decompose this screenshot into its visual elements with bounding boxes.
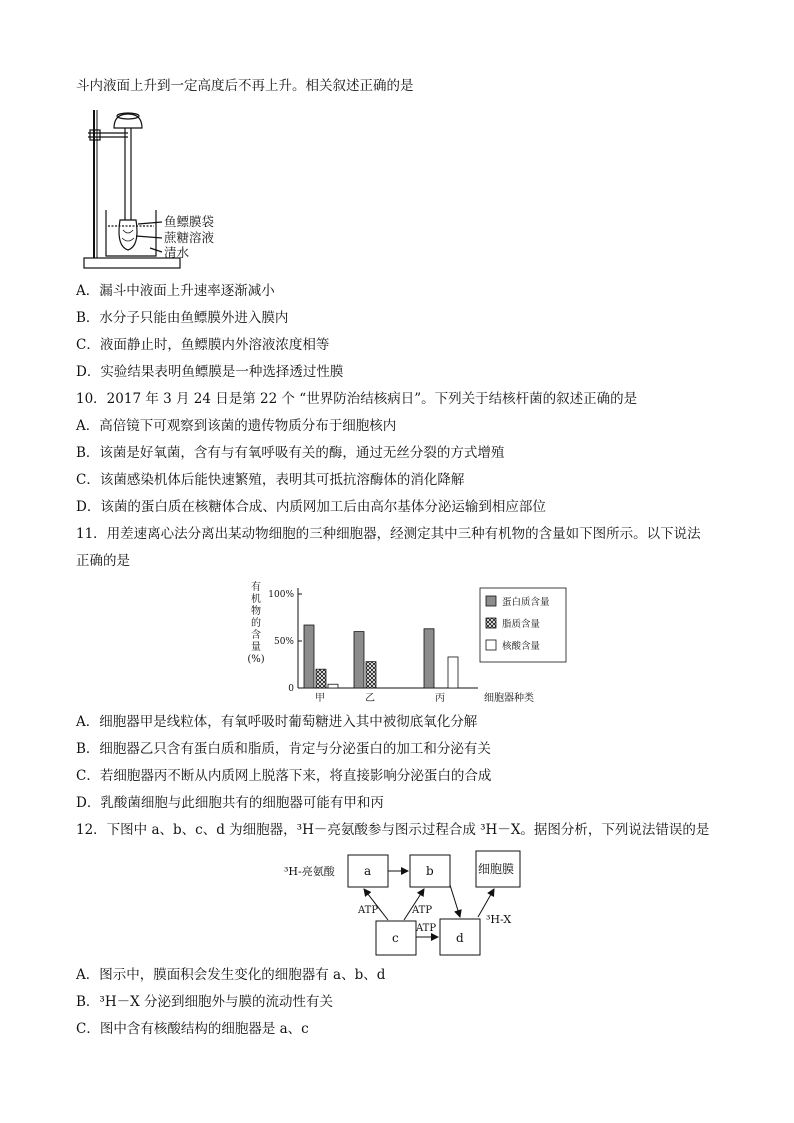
chart-y-axis-title-char: 含	[251, 630, 261, 641]
organelle-content-bar-chart	[240, 578, 570, 708]
chart-legend-swatch	[486, 596, 496, 606]
chart-y-axis-title-char: 物	[251, 606, 261, 617]
organelle-a-label: a	[364, 864, 372, 878]
atp-label-b: ATP	[412, 905, 433, 916]
q10-option-c: C．该菌感染机体后能快速繁殖，表明其可抵抗溶酶体的消化降解	[76, 472, 465, 488]
organelle-b-label: b	[426, 864, 434, 878]
q11-stem-line1: 11．用差速离心法分离出某动物细胞的三种细胞器，经测定其中三种有机物的含量如下图所示。以下说法	[76, 526, 701, 542]
atp-label-a: ATP	[358, 905, 379, 916]
chart-bar-2-2	[366, 662, 376, 688]
chart-x-tick-label: 丙	[435, 693, 445, 704]
q9-stem: 斗内液面上升到一定高度后不再上升。相关叙述正确的是	[76, 78, 414, 94]
q12-stem: 12．下图中 a、b、c、d 为细胞器，³H－亮氨酸参与图示过程合成 ³H－X。据图分析，下列说法错误的是	[76, 822, 710, 838]
q11-option-d: D．乳酸菌细胞与此细胞共有的细胞器可能有甲和丙	[76, 795, 384, 811]
q10-stem: 10．2017 年 3 月 24 日是第 22 个 “世界防治结核病日”。下列关于结核杆菌的叙述正确的是	[76, 391, 638, 407]
chart-y-axis-title-char: 机	[251, 594, 261, 605]
chart-y-tick-label: 50%	[273, 637, 294, 647]
chart-legend-label: 核酸含量	[502, 641, 541, 652]
osmosis-apparatus-figure	[80, 108, 250, 270]
q12-option-b: B．³H－X 分泌到细胞外与膜的流动性有关	[76, 994, 334, 1010]
q9-option-d: D．实验结果表明鱼鳔膜是一种选择透过性膜	[76, 364, 344, 380]
q11-option-b: B．细胞器乙只含有蛋白质和脂质，肯定与分泌蛋白的加工和分泌有关	[76, 741, 491, 757]
chart-bar-3-1	[424, 629, 434, 688]
q11-stem-line2: 正确的是	[76, 553, 130, 569]
q10-option-b: B．该菌是好氧菌，含有与有氧呼吸有关的酶，通过无丝分裂的方式增殖	[76, 445, 505, 461]
chart-x-tick-label: 乙	[365, 693, 375, 704]
chart-legend-swatch	[486, 618, 496, 628]
chart-y-axis-title-char: 有	[251, 582, 261, 593]
chart-x-axis-title: 细胞器种类	[484, 693, 534, 704]
chart-y-tick-label: 0	[288, 684, 294, 694]
chart-y-axis-title-char: (%)	[247, 654, 265, 665]
q10-option-a: A．高倍镜下可观察到该菌的遗传物质分布于细胞核内	[76, 418, 397, 434]
atp-label-d: ATP	[416, 923, 437, 934]
q9-option-c: C．液面静止时，鱼鳔膜内外溶液浓度相等	[76, 337, 330, 353]
q9-option-b: B．水分子只能由鱼鳔膜外进入膜内	[76, 310, 289, 326]
label-sucrose-solution: 蔗糖溶液	[164, 230, 215, 245]
chart-legend-label: 脂质含量	[502, 619, 541, 630]
chart-x-tick-label: 甲	[315, 693, 325, 704]
q9-option-a: A．漏斗中液面上升速率逐渐减小	[76, 283, 275, 299]
chart-bar-1-2	[316, 669, 326, 688]
chart-y-tick-label: 100%	[268, 590, 294, 600]
chart-bar-1-3	[328, 684, 338, 688]
label-fish-bladder-bag: 鱼鳔膜袋	[164, 214, 215, 229]
output-hx-label: ³H-X	[486, 913, 512, 926]
chart-bar-1-1	[304, 625, 314, 688]
q11-option-a: A．细胞器甲是线粒体，有氧呼吸时葡萄糖进入其中被彻底氧化分解	[76, 714, 478, 730]
chart-bar-2-1	[354, 632, 364, 688]
q11-option-c: C．若细胞器丙不断从内质网上脱落下来，将直接影响分泌蛋白的合成	[76, 768, 492, 784]
chart-y-axis-title-char: 的	[251, 618, 261, 629]
label-clear-water: 清水	[164, 245, 190, 260]
chart-legend-swatch	[486, 640, 496, 650]
chart-y-axis-title-char: 量	[251, 642, 261, 653]
cell-membrane-label: 细胞膜	[478, 862, 515, 876]
q12-option-c: C．图中含有核酸结构的细胞器是 a、c	[76, 1021, 309, 1037]
chart-legend-label: 蛋白质含量	[502, 597, 550, 608]
chart-bar-3-3	[448, 657, 458, 688]
secretion-pathway-diagram	[280, 847, 540, 959]
q12-option-a: A．图示中，膜面积会发生变化的细胞器有 a、b、d	[76, 967, 386, 983]
organelle-d-label: d	[456, 931, 464, 945]
organelle-c-label: c	[392, 931, 399, 945]
input-leucine-label: ³H-亮氨酸	[284, 865, 335, 878]
q10-option-d: D．该菌的蛋白质在核糖体合成、内质网加工后由高尔基体分泌运输到相应部位	[76, 499, 546, 515]
